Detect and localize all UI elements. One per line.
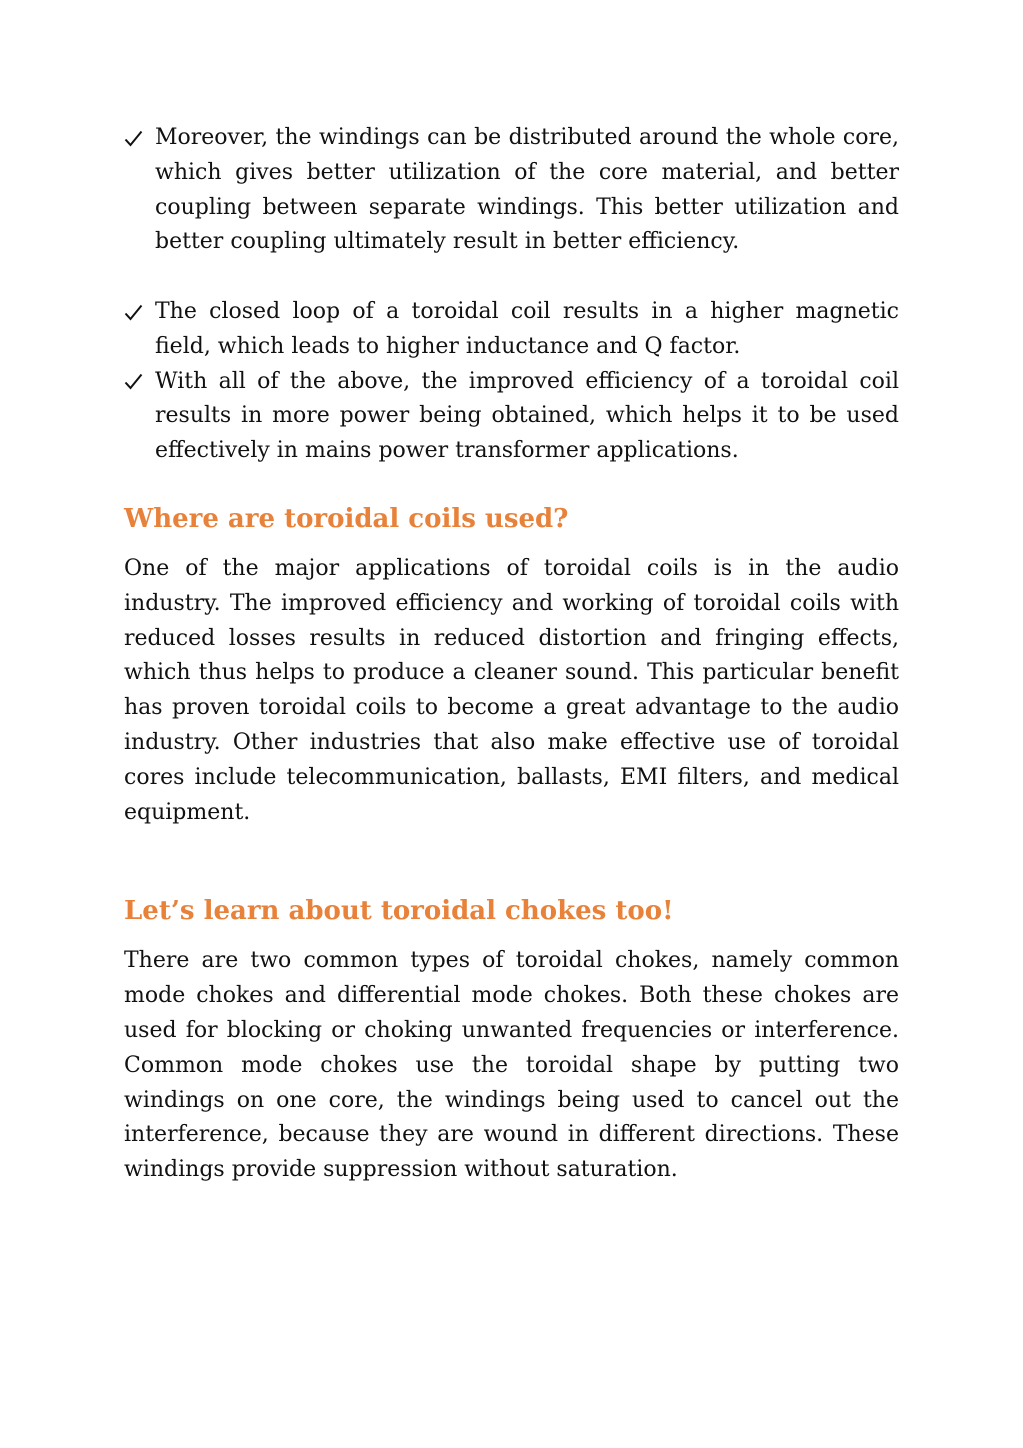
check-mark-icon: [124, 295, 146, 330]
list-item: [124, 121, 899, 260]
document-page: [124, 121, 899, 1188]
paragraph-toroidal-chokes: There are two common types of toroidal chokes, namely common mode chokes and differential mode chokes. Both these chokes are used for blocking or choking unwanted frequencies or interference. Common mode chokes use the toroidal shape by putting two windings on one core, the windings being used to cancel out the interference, because they are wound in different directions. These windings provide suppression without saturation.: [124, 948, 899, 1183]
list-item: [124, 365, 899, 469]
section-heading-toroidal-chokes: Let’s learn about toroidal chokes too!: [124, 896, 674, 927]
bullet-text: With all of the above, the improved efficiency of a toroidal coil results in more power being obtained, which helps it to be used effectively in mains power transformer applications.: [155, 368, 899, 464]
check-mark-icon: [124, 121, 146, 156]
paragraph-toroidal-uses: One of the major applications of toroidal coils is in the audio industry. The improved efficiency and working of toroidal coils with reduced losses results in reduced distortion and fringing effects, which thus helps to produce a cleaner sound. This particular benefit has proven toroidal coils to become a great advantage to the audio industry. Other industries that also make effective use of toroidal cores include telecommunication, ballasts, EMI filters, and medical equipment.: [124, 555, 899, 825]
check-mark-icon: [124, 365, 146, 400]
benefits-list: [124, 121, 899, 469]
section-heading-toroidal-uses: Where are toroidal coils used?: [124, 503, 569, 534]
bullet-text: Moreover, the windings can be distributed around the whole core, which gives better utilization of the core material, and better coupling between separate windings. This better utilization and better coupling ultimately result in better efficiency.: [155, 125, 899, 255]
bullet-text: The closed loop of a toroidal coil results in a higher magnetic field, which leads to higher inductance and Q factor.: [155, 298, 899, 359]
list-item: [124, 295, 899, 365]
